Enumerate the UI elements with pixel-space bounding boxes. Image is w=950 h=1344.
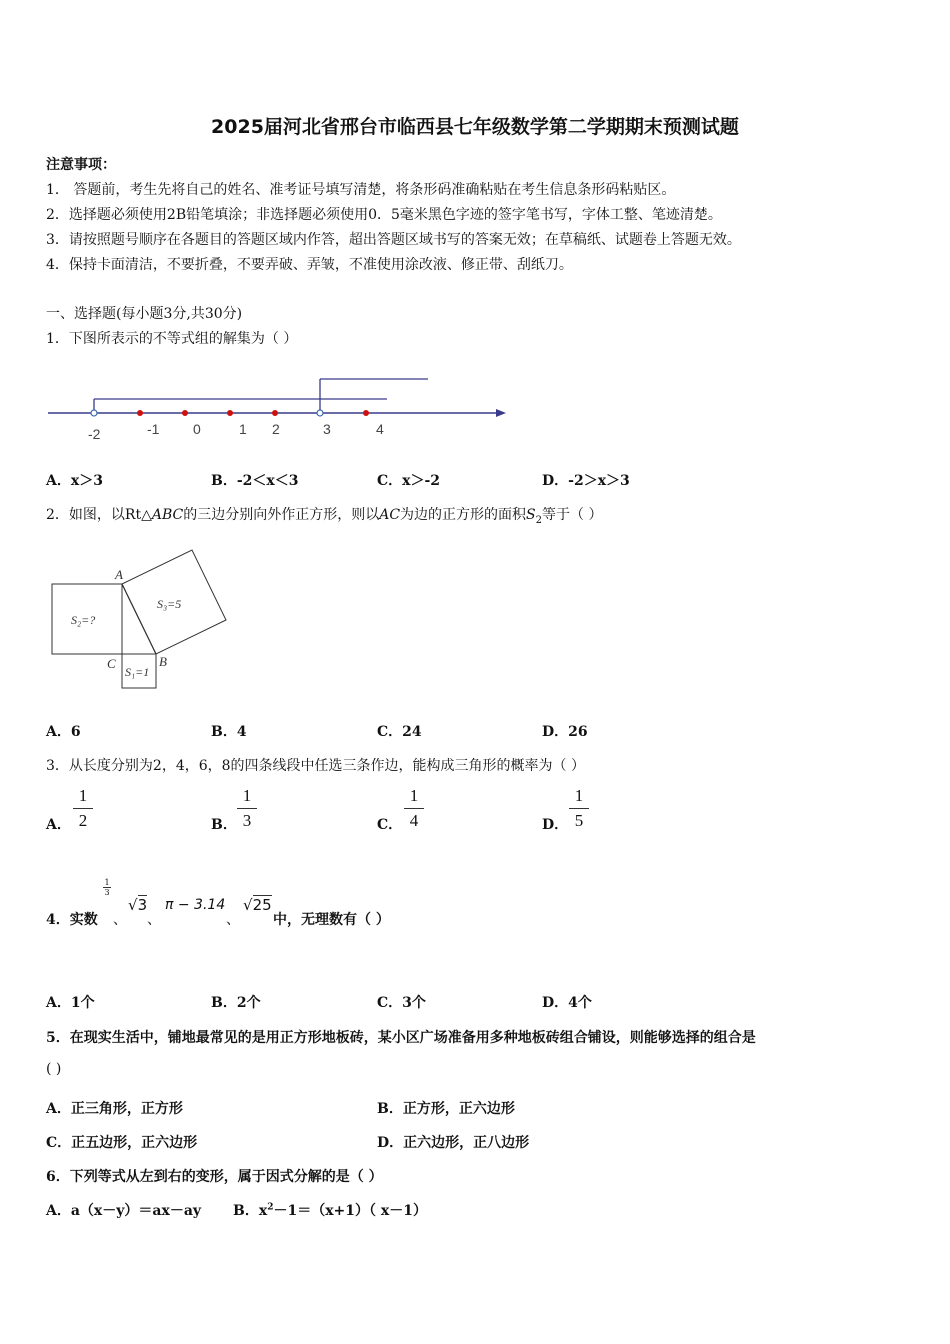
q4-pi-expression: π − 3.14	[165, 897, 226, 913]
notice-item-1: 1． 答题前，考生先将自己的姓名、准考证号填写清楚，将条形码准确粘贴在考生信息条形码粘贴区。	[46, 182, 676, 198]
q1-option-d: D．-2＞x＞3	[542, 473, 630, 489]
notice-item-3: 3．请按照题号顺序在各题目的答题区域内作答，超出答题区域书写的答案无效；在草稿纸、试题卷上答题无效。	[46, 232, 741, 248]
q4-option-c: C．3个	[377, 995, 426, 1011]
q6-option-a: A．a（x－y）＝ax－ay	[46, 1203, 202, 1219]
q2-stem: 2．如图，以Rt△ABC的三边分别向外作正方形，则以AC为边的正方形的面积$S_2$等于（ ）	[46, 507, 603, 526]
tick-label-2: 2	[272, 421, 280, 437]
q4-fraction-one-third: 1 3	[104, 878, 110, 897]
q2-option-d: D．26	[542, 724, 588, 740]
q5-stem: 5．在现实生活中，铺地最常见的是用正方形地板砖，某小区广场准备用多种地板砖组合铺设，则能够选择的组合是	[46, 1030, 756, 1046]
q4-sqrt3: √3	[128, 896, 148, 914]
q3-fraction-a: 1 2	[73, 786, 93, 831]
tick-label-minus1: -1	[147, 421, 160, 437]
q4-suffix: 中，无理数有（ ）	[273, 912, 390, 928]
q5-stem-paren: ( )	[46, 1061, 62, 1077]
q6-option-b: B．$x^2-1=(x+1)$（ x－1）	[233, 1202, 427, 1219]
q3-fraction-d: 1 5	[569, 786, 589, 831]
label-b: B	[159, 654, 167, 669]
q1-option-c: C．x＞-2	[377, 473, 441, 489]
dot-1	[227, 410, 233, 416]
section-heading: 一、选择题(每小题3分,共30分)	[46, 306, 243, 322]
page-title: 2025届河北省邢台市临西县七年级数学第二学期期末预测试题	[211, 116, 739, 138]
q3-option-b: B．	[211, 817, 237, 833]
right-triangle-squares-figure	[44, 544, 234, 694]
q5-option-b: B．正方形，正六边形	[377, 1101, 515, 1117]
q2-option-a: A．6	[46, 724, 81, 740]
notice-item-2: 2．选择题必须使用2B铅笔填涂；非选择题必须使用0．5毫米黑色字迹的签字笔书写，字体工整、笔迹清楚。	[46, 207, 722, 223]
q3-option-d: D．	[542, 817, 569, 833]
axis-arrow-icon	[496, 409, 506, 417]
q1-option-a: A．x＞3	[46, 473, 103, 489]
label-a: A	[115, 567, 123, 582]
dot-4	[363, 410, 369, 416]
q2-option-c: C．24	[377, 724, 422, 740]
tick-label-minus2: -2	[88, 426, 101, 442]
q4-sep1: 、	[113, 912, 127, 928]
tick-label-0: 0	[193, 421, 201, 437]
dot-minus1	[137, 410, 143, 416]
q4-option-a: A．1个	[46, 995, 95, 1011]
q1-stem: 1．下图所表示的不等式组的解集为（ ）	[46, 331, 298, 347]
q4-sqrt25: √25	[243, 896, 272, 914]
notice-heading: 注意事项：	[46, 157, 116, 173]
q3-option-c: C．	[377, 817, 403, 833]
label-c: C	[107, 656, 116, 671]
q6-stem: 6．下列等式从左到右的变形，属于因式分解的是（ ）	[46, 1169, 383, 1185]
q5-option-d: D．正六边形，正八边形	[377, 1135, 530, 1151]
q4-option-b: B．2个	[211, 995, 261, 1011]
q4-prefix: 4．实数	[46, 912, 98, 928]
q4-sep2: 、	[147, 912, 161, 928]
label-s1: S₁=1	[125, 665, 150, 679]
q2-option-b: B．4	[211, 724, 247, 740]
q3-option-a: A．	[46, 817, 71, 833]
dot-2	[272, 410, 278, 416]
open-dot-minus2	[91, 410, 97, 416]
q3-fraction-c: 1 4	[404, 786, 424, 831]
q4-option-d: D．4个	[542, 995, 592, 1011]
q3-stem: 3．从长度分别为2，4，6，8的四条线段中任选三条作边，能构成三角形的概率为（ ）	[46, 758, 585, 774]
q5-option-a: A．正三角形，正方形	[46, 1101, 183, 1117]
tick-label-3: 3	[323, 421, 331, 437]
q4-sep3: 、	[226, 912, 240, 928]
q1-option-b: B．-2＜x＜3	[211, 473, 299, 489]
label-s2: S₂=?	[71, 613, 96, 627]
tick-label-4: 4	[376, 421, 384, 437]
label-s3: S₃=5	[157, 597, 182, 611]
q5-option-c: C．正五边形，正六边形	[46, 1135, 198, 1151]
number-line-figure	[44, 372, 514, 447]
q3-fraction-b: 1 3	[237, 786, 257, 831]
tick-label-1: 1	[239, 421, 247, 437]
dot-0	[182, 410, 188, 416]
notice-item-4: 4．保持卡面清洁，不要折叠，不要弄破、弄皱，不准使用涂改液、修正带、刮纸刀。	[46, 257, 573, 273]
open-dot-3	[317, 410, 323, 416]
